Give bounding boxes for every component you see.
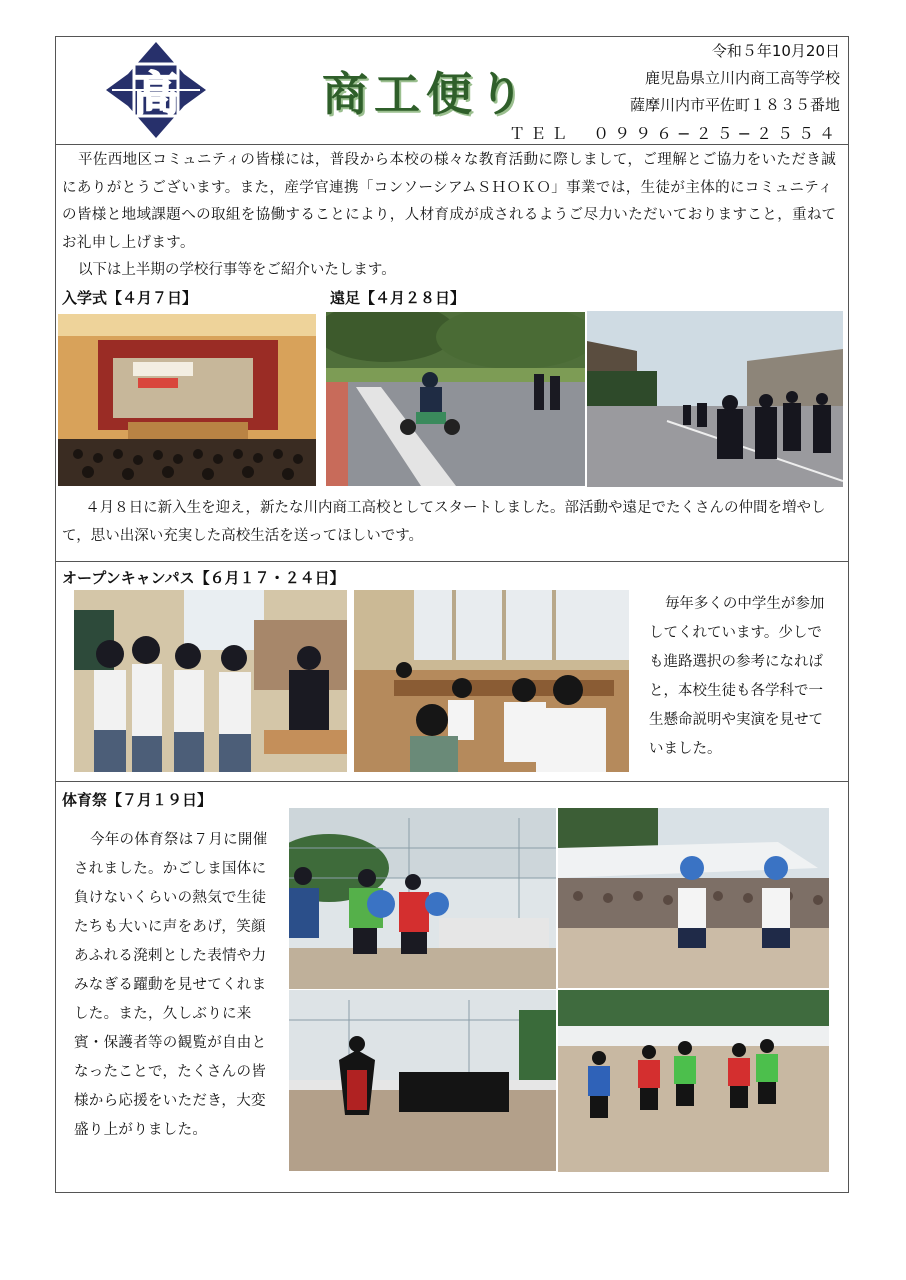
header-divider	[55, 144, 849, 145]
sports-photo-cheer-dance	[289, 990, 556, 1171]
sports-photo-ball-relay	[289, 808, 556, 989]
excursion-heading: 遠足【４月２８日】	[330, 289, 466, 307]
excursion-walk-photo	[587, 311, 843, 487]
issue-date: 令和５年10月20日	[711, 42, 840, 60]
school-name: 鹿児島県立川内商工高等学校	[644, 69, 840, 87]
school-tel: ＴＥＬ ０９９６−２５−２５５４	[509, 124, 840, 143]
april-events-text: ４月８日に新入生を迎え，新たな川内商工高校としてスタートしました。部活動や遠足でたくさんの仲間を増やして，思い出深い充実した高校生活を送ってほしいです。	[62, 500, 826, 544]
school-emblem-icon	[104, 40, 208, 140]
entrance-heading: 入学式【４月７日】	[62, 289, 198, 307]
open-campus-photo-1	[74, 590, 347, 772]
sports-festival-text: 今年の体育祭は７月に開催されました。かごしま国体に負けないくらいの熱気で生徒たちも大いに声をあげ，笑顔あふれる溌剌とした表情や力みなぎる躍動を見せてくれました。また，久しぶりに来賓・保護者等の観覧が自由となったことで，たくさんの皆様から応援をいただき，大変盛り上がりました。	[74, 832, 268, 1138]
section-divider-1	[55, 561, 849, 562]
newsletter-title: 商工便り	[322, 67, 530, 121]
school-address: 薩摩川内市平佐町１８３５番地	[629, 96, 840, 114]
sports-photo-team-race	[558, 990, 829, 1172]
sports-festival-heading: 体育祭【７月１９日】	[62, 791, 213, 809]
entrance-ceremony-photo	[58, 314, 316, 486]
intro-lead: 以下は上半期の学校行事等をご紹介いたします。	[77, 262, 396, 278]
open-campus-text: 毎年多くの中学生が参加してくれています。少しでも進路選択の参考になればと，本校生徒も各学科で一生懸命説明や実演を見せていました。	[649, 596, 825, 757]
intro-paragraph: 平佐西地区コミュニティの皆様には，普段から本校の様々な教育活動に際しまして，ご理解とご協力をいただき誠にありがとうございます。また，産学官連携「コンソーシアムＳＨＯＫＯ」事業では，生徒が主体的にコミュニティの皆様と地域課題への取組を協働することにより，人材育成が成されるようご尽力いただいておりますこと，重ねてお礼申し上げます。	[62, 152, 837, 251]
emblem-char: 高	[133, 67, 179, 121]
section-divider-2	[55, 781, 849, 782]
open-campus-photo-2	[354, 590, 629, 772]
open-campus-heading: オープンキャンパス【６月１７・２４日】	[62, 569, 345, 587]
sports-photo-ball-race	[558, 808, 829, 988]
excursion-road-photo	[326, 312, 585, 486]
